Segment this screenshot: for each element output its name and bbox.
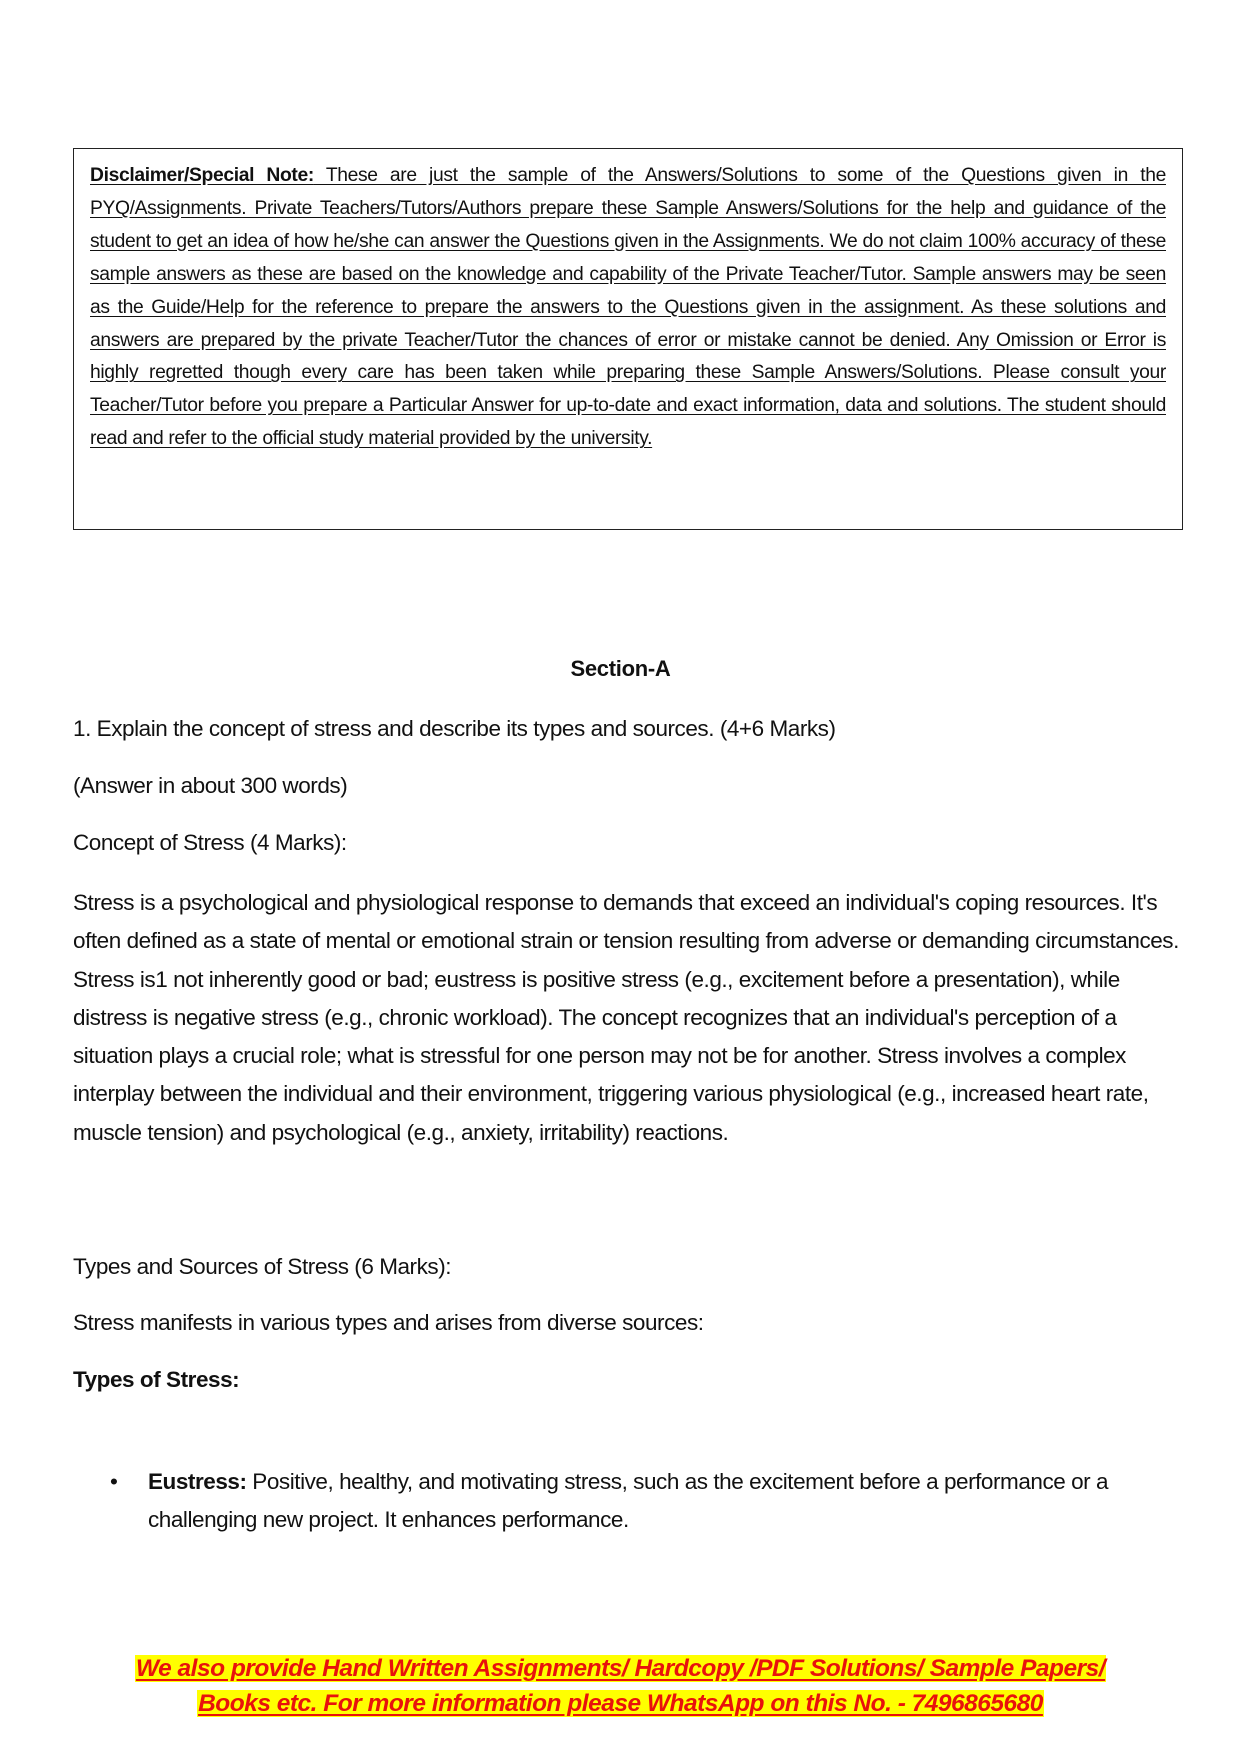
bullet-icon: • [110,1469,118,1494]
bullet-term: Eustress: [148,1469,247,1494]
list-item [73,1463,1183,1538]
disclaimer-box [73,148,1183,530]
disclaimer-text [90,160,1166,456]
bullet-text: Positive, healthy, and motivating stress, such as the excitement before a performance or a challenging new project. It enhances performance. [148,1469,1109,1532]
disclaimer-body: These are just the sample of the Answers/Solutions to some of the Questions given in the PYQ/Assignments. Private Teachers/Tutors/Authors prepare these Sample Answers/Solutions for the help and guidance of the student to get an idea of how he/she can answer the Questions given in the Assignments. We do not claim 100% accuracy of these sample answers as these are based on the knowledge and capability of the Private Teacher/Tutor. Sample answers may be seen as the Guide/Help for the reference to prepare the answers to the Questions given in the assignment. As these solutions and answers are prepared by the private Teacher/Tutor the chances of error or mistake cannot be denied. Any Omission or Error is highly regretted though every care has been taken while preparing these Sample Answers/Solutions. Please consult your Teacher/Tutor before you prepare a Particular Answer for up-to-date and exact information, data and solutions. The student should read and refer to the official study material provided by the university. [90,165,1166,450]
types-list [73,1463,1183,1538]
promo-line-2: Books etc. For more information please WhatsApp on this No. - 7496865680 [198,1689,1043,1717]
concept-heading: Concept of Stress (4 Marks): [73,830,347,855]
word-limit: (Answer in about 300 words) [73,773,348,798]
types-sources-heading: Types and Sources of Stress (6 Marks): [73,1254,452,1279]
promo-banner [0,1652,1241,1721]
section-title: Section-A [570,656,671,681]
promo-line-1: We also provide Hand Written Assignments/ Hardcopy /PDF Solutions/ Sample Papers/ [135,1655,1106,1682]
types-sources-intro: Stress manifests in various types and arises from diverse sources: [73,1310,704,1335]
concept-body: Stress is a psychological and physiological response to demands that exceed an individual's coping resources. It's often defined as a state of mental or emotional strain or tension resulting from adverse or demanding circumstances. Stress is1 not inherently good or bad; eustress is positive stress (e.g., excitement before a presentation), while distress is negative stress (e.g., chronic workload). The concept recognizes that an individual's perception of a situation plays a crucial role; what is stressful for one person may not be for another. Stress involves a complex interplay between the individual and their environment, triggering various physiological (e.g., increased heart rate, muscle tension) and psychological (e.g., anxiety, irritability) reactions. [73,890,1179,1145]
disclaimer-label: Disclaimer/Special Note: [90,165,314,186]
question-text: 1. Explain the concept of stress and describe its types and sources. (4+6 Marks) [73,716,836,741]
types-heading: Types of Stress: [73,1367,240,1392]
